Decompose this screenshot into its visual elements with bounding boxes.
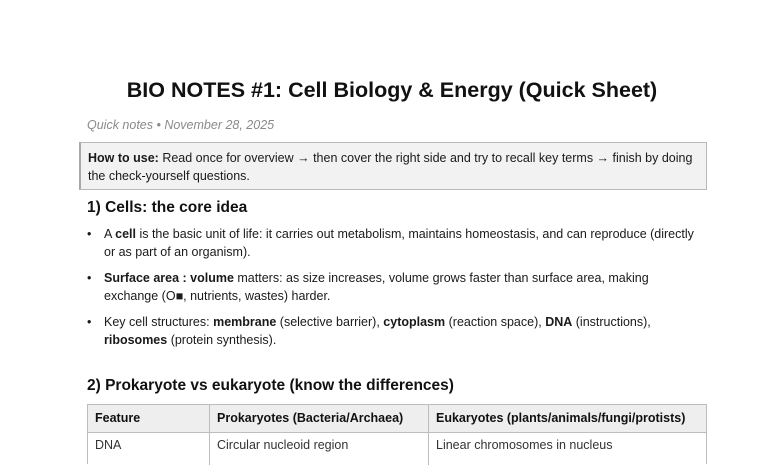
bold-term: cytoplasm [383, 315, 446, 329]
table-header-cell: Feature [95, 411, 141, 425]
table-header-row [88, 405, 706, 433]
table-divider [209, 405, 210, 465]
bullet-text-run: Key cell structures: [104, 315, 214, 329]
bullet-text-run: (selective barrier), [276, 315, 384, 329]
page-subtitle: Quick notes • November 28, 2025 [87, 118, 275, 132]
bullet-marker: • [87, 227, 92, 241]
bold-term: ribosomes [104, 333, 168, 347]
bullet-text [104, 269, 704, 305]
table-cell: Circular nucleoid region [217, 438, 349, 452]
table-cell: DNA [95, 438, 122, 452]
bullet-text-run: is the basic unit of life: it carries out metabolism, maintains homeostasis, and can reproduce (directly or as part of an organism). [104, 227, 694, 259]
table-cell: Linear chromosomes in nucleus [436, 438, 613, 452]
bullet-text-run: A [104, 227, 116, 241]
bullet-text [104, 313, 704, 349]
table-divider [428, 405, 429, 465]
bold-term: Surface area : volume [104, 271, 234, 285]
bold-term: membrane [213, 315, 277, 329]
how-to-use-callout [79, 142, 707, 190]
bullet-marker: • [87, 315, 92, 329]
table-header-cell: Eukaryotes (plants/animals/fungi/protists) [436, 411, 686, 425]
bullet-text-run: (reaction space), [445, 315, 546, 329]
comparison-table [87, 404, 707, 464]
table-header-cell: Prokaryotes (Bacteria/Archaea) [217, 411, 404, 425]
page-title: BIO NOTES #1: Cell Biology & Energy (Quick Sheet) [126, 78, 658, 102]
section-heading-prokaryote-eukaryote: 2) Prokaryote vs eukaryote (know the differences) [87, 377, 454, 394]
bold-term: DNA [545, 315, 573, 329]
bold-term: cell [115, 227, 136, 241]
bullet-text-run: matters: as size increases, volume grows faster than surface area, making exchange (O■, nutrients, wastes) harder. [104, 271, 649, 303]
callout-label: How to use: [88, 151, 159, 165]
bullet-marker: • [87, 271, 92, 285]
callout-text: Read once for overview → then cover the right side and try to recall key terms → finish by doing the check-yourself questions. [88, 151, 693, 183]
section-heading-cells: 1) Cells: the core idea [87, 199, 248, 216]
bullet-text [104, 225, 704, 261]
bullet-text-run: (instructions), [572, 315, 651, 329]
bullet-text-run: (protein synthesis). [167, 333, 277, 347]
